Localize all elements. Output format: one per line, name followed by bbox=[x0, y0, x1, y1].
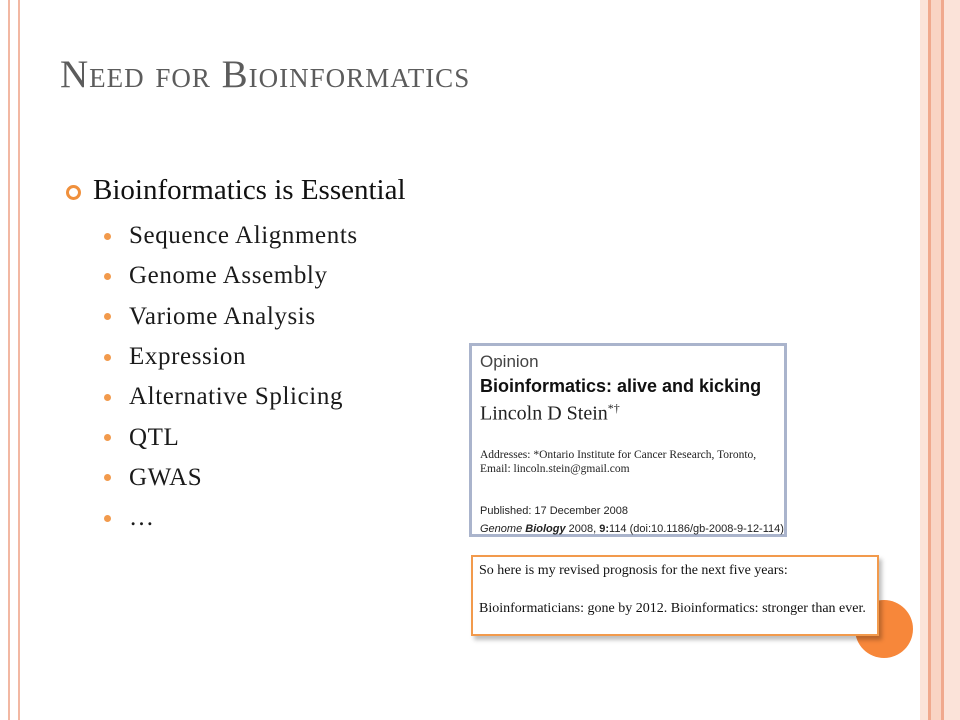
dot-bullet-icon bbox=[104, 233, 111, 240]
main-bullet bbox=[66, 174, 406, 207]
paper-excerpt-image bbox=[469, 343, 787, 537]
right-stripes bbox=[920, 0, 960, 720]
dot-bullet-icon bbox=[104, 273, 111, 280]
paper-published-date: Published: 17 December 2008 bbox=[480, 505, 628, 517]
dot-bullet-icon bbox=[104, 434, 111, 441]
slide-title: Need for Bioinformatics bbox=[60, 53, 471, 96]
list-item: … bbox=[104, 498, 358, 538]
sub-bullet-list bbox=[104, 216, 358, 538]
paper-author: Lincoln D Stein*† bbox=[480, 401, 620, 425]
list-item: Expression bbox=[104, 337, 358, 377]
dot-bullet-icon bbox=[104, 515, 111, 522]
quote-line-1: So here is my revised prognosis for the next five years: bbox=[479, 563, 788, 578]
quote-line-2: Bioinformaticians: gone by 2012. Bioinformatics: stronger than ever. bbox=[479, 601, 866, 616]
paper-section-label: Opinion bbox=[480, 352, 539, 371]
list-item: QTL bbox=[104, 417, 358, 457]
paper-addresses: Addresses: *Ontario Institute for Cancer Research, Toronto, Email: lincoln.stein@gmail.com bbox=[480, 449, 757, 475]
main-bullet-text: Bioinformatics is Essential bbox=[93, 174, 406, 206]
quote-box bbox=[471, 555, 879, 636]
dot-bullet-icon bbox=[104, 354, 111, 361]
left-frame-line bbox=[8, 0, 10, 720]
paper-title: Bioinformatics: alive and kicking bbox=[480, 376, 762, 396]
list-item: Sequence Alignments bbox=[104, 216, 358, 256]
ring-bullet-icon bbox=[66, 185, 81, 200]
list-item: Variome Analysis bbox=[104, 297, 358, 337]
dot-bullet-icon bbox=[104, 313, 111, 320]
list-item: Alternative Splicing bbox=[104, 377, 358, 417]
paper-journal-citation: Genome Biology 2008, 9:114 (doi:10.1186/gb-2008-9-12-114) bbox=[480, 523, 784, 535]
dot-bullet-icon bbox=[104, 394, 111, 401]
dot-bullet-icon bbox=[104, 474, 111, 481]
list-item: GWAS bbox=[104, 458, 358, 498]
list-item: Genome Assembly bbox=[104, 256, 358, 296]
left-frame-line-inner bbox=[18, 0, 20, 720]
